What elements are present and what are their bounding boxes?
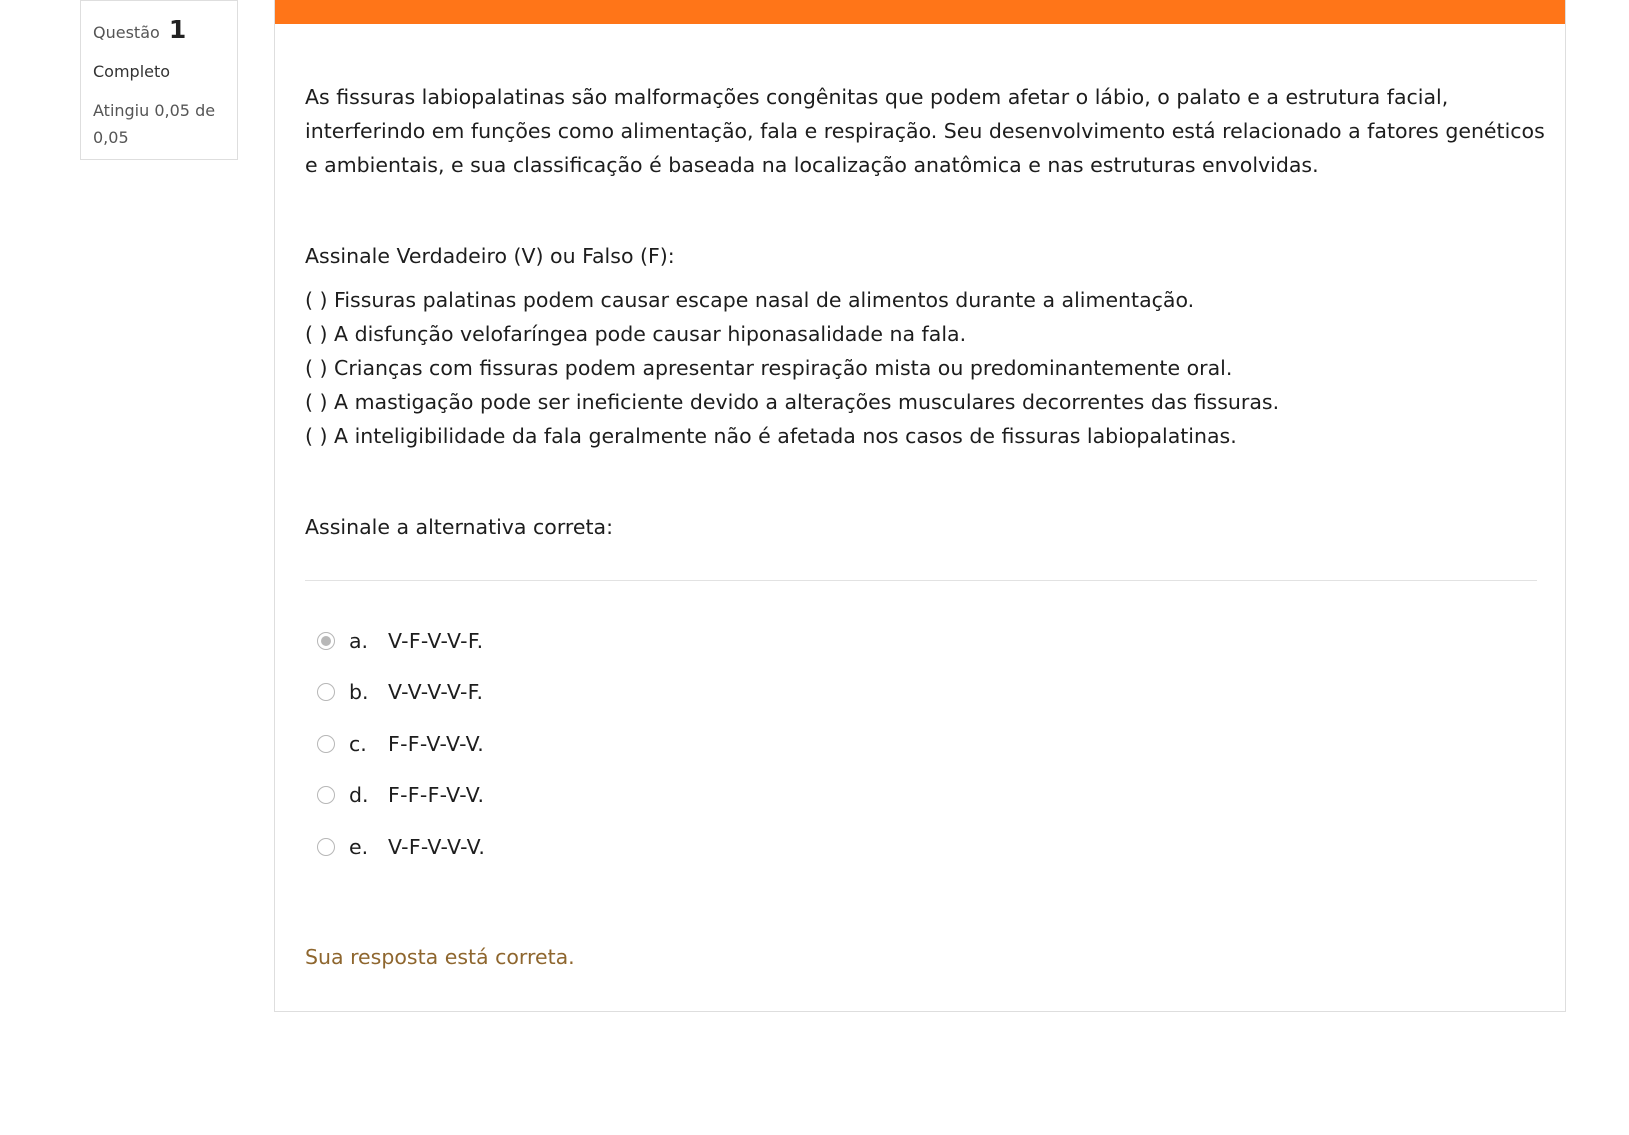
radio-button-c[interactable] <box>317 735 335 753</box>
question-content-panel <box>274 0 1566 1012</box>
answer-option-d[interactable] <box>317 770 917 822</box>
statement-item: ( ) A inteligibilidade da fala geralmente não é afetada nos casos de fissuras labiopalatinas. <box>305 424 1237 448</box>
option-letter: a. <box>349 628 369 653</box>
statement-list <box>305 283 1545 453</box>
answer-option-c[interactable] <box>317 718 917 770</box>
statement-item: ( ) Crianças com fissuras podem apresentar respiração mista ou predominantemente oral. <box>305 356 1233 380</box>
question-number: 1 <box>168 15 187 44</box>
question-label: Questão <box>93 23 160 42</box>
answer-options <box>317 615 917 873</box>
question-grade: Atingiu 0,05 de 0,05 <box>93 101 216 147</box>
question-prompt: Assinale a alternativa correta: <box>305 515 613 539</box>
option-letter: b. <box>349 680 369 705</box>
answer-option-e[interactable] <box>317 821 917 873</box>
option-text: V-V-V-V-F. <box>388 680 484 705</box>
radio-button-b[interactable] <box>317 683 335 701</box>
option-letter: e. <box>349 834 369 859</box>
statement-item: ( ) A mastigação pode ser ineficiente devido a alterações musculares decorrentes das fissuras. <box>305 390 1280 414</box>
question-number-line <box>93 15 225 44</box>
radio-button-a[interactable] <box>317 632 335 650</box>
option-text: F-F-F-V-V. <box>388 783 485 808</box>
option-text: V-F-V-V-V. <box>388 834 486 859</box>
answer-feedback: Sua resposta está correta. <box>305 945 575 969</box>
option-letter: c. <box>349 731 367 756</box>
radio-button-e[interactable] <box>317 838 335 856</box>
answer-option-a[interactable] <box>317 615 917 667</box>
statement-item: ( ) Fissuras palatinas podem causar escape nasal de alimentos durante a alimentação. <box>305 288 1195 312</box>
statement-item: ( ) A disfunção velofaríngea pode causar hiponasalidade na fala. <box>305 322 967 346</box>
divider <box>305 580 1537 581</box>
accent-bar <box>275 0 1565 24</box>
question-state: Completo <box>93 62 171 81</box>
question-info-panel <box>80 0 238 160</box>
question-text <box>305 80 1545 544</box>
option-text: F-F-V-V-V. <box>388 731 485 756</box>
question-instruction: Assinale Verdadeiro (V) ou Falso (F): <box>305 244 675 268</box>
answer-option-b[interactable] <box>317 667 917 719</box>
option-letter: d. <box>349 783 369 808</box>
option-text: V-F-V-V-F. <box>388 628 484 653</box>
question-intro: As fissuras labiopalatinas são malformações congênitas que podem afetar o lábio, o palato e a estrutura facial, interferindo em funções como alimentação, fala e respiração. Seu desenvolvimento está relacionado a fatores genéticos e ambientais, e sua classificação é baseada na localização anatômica e nas estruturas envolvidas. <box>305 85 1545 177</box>
radio-button-d[interactable] <box>317 786 335 804</box>
